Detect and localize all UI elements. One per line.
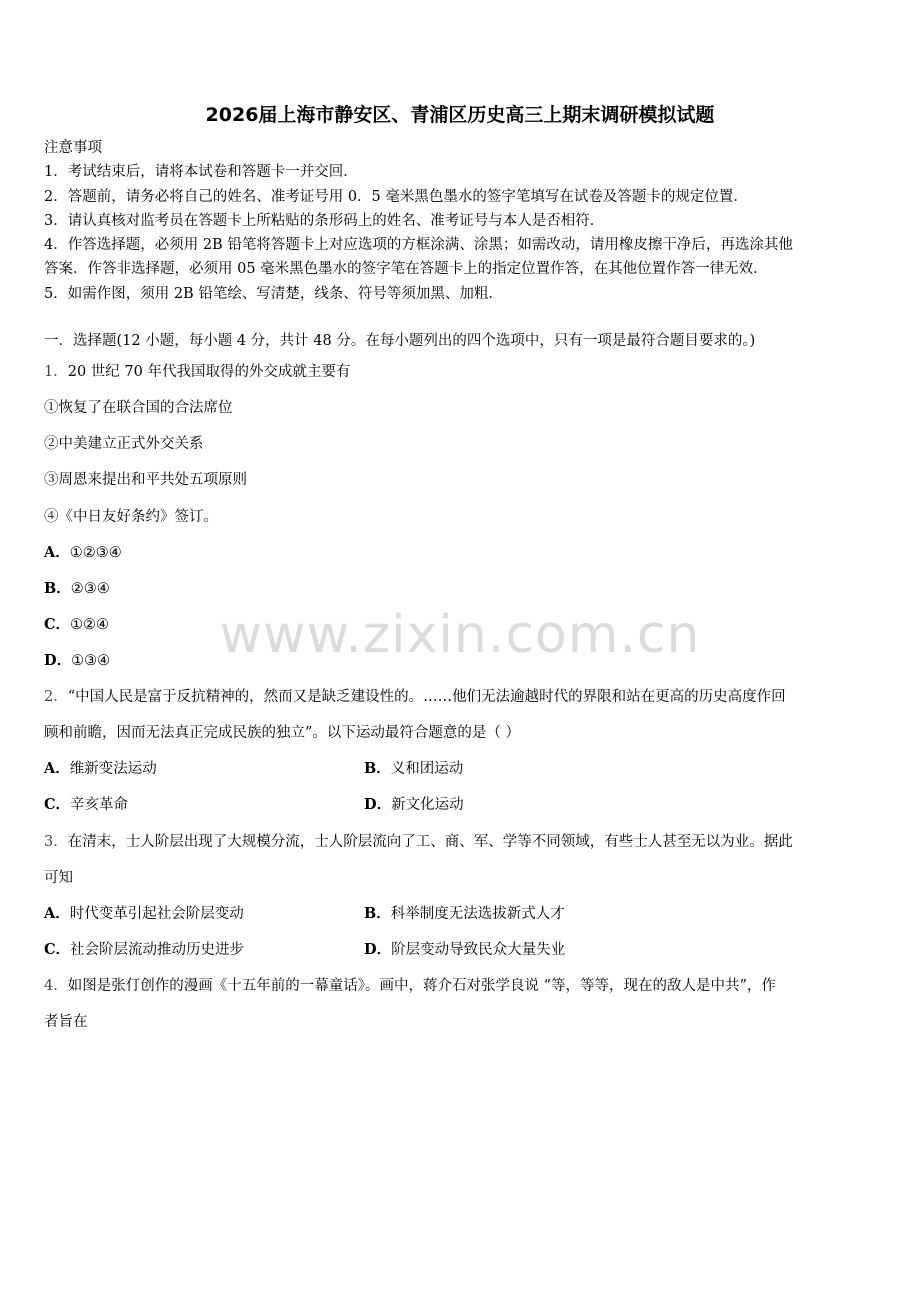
- question-3: [44, 832, 793, 852]
- question-stem: 如图是张仃创作的漫画《十五年前的一幕童话》。画中，蒋介石对张学良说 “等，等等，现在的敌人是中共”，作: [67, 978, 776, 994]
- option-text: ①②③④: [69, 545, 122, 561]
- q2-option-b[interactable]: [364, 759, 463, 779]
- option-label: B．: [364, 905, 391, 922]
- option-label: B．: [364, 760, 391, 777]
- q1-statement-2: ②中美建立正式外交关系: [44, 436, 204, 452]
- q2-option-a[interactable]: [44, 759, 157, 779]
- notice-heading: 注意事项: [44, 140, 102, 156]
- option-text: 维新变法运动: [69, 761, 157, 777]
- option-text: 辛亥革命: [70, 797, 129, 813]
- question-stem: 在清末，士人阶层出现了大规模分流，士人阶层流向了工、商、军、学等不同领域，有些士人甚至无以为业。据此: [67, 834, 793, 850]
- question-number: 1．: [44, 364, 68, 380]
- q3-option-d[interactable]: [364, 940, 565, 960]
- option-label: D．: [364, 941, 392, 958]
- option-text: ②③④: [70, 581, 110, 597]
- q1-statement-3: ③周恩来提出和平共处五项原则: [44, 472, 247, 488]
- page-title: 2026届上海市静安区、青浦区历史高三上期末调研模拟试题: [205, 104, 715, 126]
- notice-item-4-cont: 答案．作答非选择题，必须用 05 毫米黑色墨水的签字笔在答题卡上的指定位置作答，在其他位置作答一律无效．: [44, 261, 768, 277]
- option-text: 社会阶层流动推动历史进步: [70, 942, 245, 958]
- q2-stem-cont: 顾和前瞻，因而无法真正完成民族的独立”。以下运动最符合题意的是（ ）: [44, 725, 521, 741]
- watermark: www.zixin.com.cn: [219, 605, 701, 665]
- q1-option-b[interactable]: [44, 579, 110, 599]
- notice-item-5: 5．如需作图，须用 2B 铅笔绘、写清楚，线条、符号等须加黑、加粗．: [44, 286, 503, 302]
- option-text: 义和团运动: [390, 761, 464, 777]
- question-number: 3．: [44, 834, 68, 850]
- q4-stem-cont: 者旨在: [44, 1014, 88, 1030]
- option-label: A．: [44, 905, 70, 922]
- q1-statement-4: ④《中日友好条约》签订。: [44, 509, 218, 525]
- question-stem: “中国人民是富于反抗精神的，然而又是缺乏建设性的。……他们无法逾越时代的界限和站在更高的历史高度作回: [67, 689, 786, 705]
- option-text: ①②④: [70, 617, 110, 633]
- option-label: C．: [44, 796, 71, 813]
- q2-option-d[interactable]: [364, 795, 464, 815]
- option-text: 阶层变动导致民众大量失业: [391, 942, 566, 958]
- option-label: A．: [44, 760, 70, 777]
- option-text: 新文化运动: [391, 797, 464, 813]
- option-label: B．: [44, 580, 71, 597]
- q3-stem-cont: 可知: [44, 870, 73, 886]
- notice-item-3: 3．请认真核对监考员在答题卡上所粘贴的条形码上的姓名、准考证号与本人是否相符．: [44, 213, 605, 229]
- q2-option-c[interactable]: [44, 795, 128, 815]
- question-number: 2．: [44, 689, 68, 705]
- option-text: 科举制度无法选拔新式人才: [390, 906, 565, 922]
- notice-item-2: 2．答题前，请务必将自己的姓名、准考证号用 0．5 毫米黑色墨水的签字笔填写在试卷及答题卡的规定位置．: [44, 189, 748, 205]
- question-4: [44, 976, 776, 996]
- option-label: A．: [44, 544, 70, 561]
- option-text: 时代变革引起社会阶层变动: [69, 906, 244, 922]
- option-label: C．: [44, 941, 71, 958]
- option-label: D．: [364, 796, 392, 813]
- question-stem: 20 世纪 70 年代我国取得的外交成就主要有: [67, 364, 351, 380]
- notice-item-1: 1．考试结束后，请将本试卷和答题卡一并交回．: [44, 164, 358, 180]
- q3-option-b[interactable]: [364, 904, 565, 924]
- section-heading: 一．选择题(12 小题，每小题 4 分，共计 48 分。在每小题列出的四个选项中，只有一项是最符合题目要求的。): [44, 333, 756, 349]
- option-text: ①③④: [71, 653, 111, 669]
- q3-option-a[interactable]: [44, 904, 244, 924]
- question-1: [44, 362, 350, 382]
- q1-statement-1: ①恢复了在联合国的合法席位: [44, 400, 233, 416]
- question-number: 4．: [44, 978, 68, 994]
- notice-item-4: 4．作答选择题，必须用 2B 铅笔将答题卡上对应选项的方框涂满、涂黑；如需改动，请用橡皮擦干净后，再选涂其他: [44, 237, 793, 253]
- option-label: D．: [44, 652, 72, 669]
- option-label: C．: [44, 616, 71, 633]
- q1-option-a[interactable]: [44, 543, 122, 563]
- q3-option-c[interactable]: [44, 940, 244, 960]
- question-2: [44, 687, 786, 707]
